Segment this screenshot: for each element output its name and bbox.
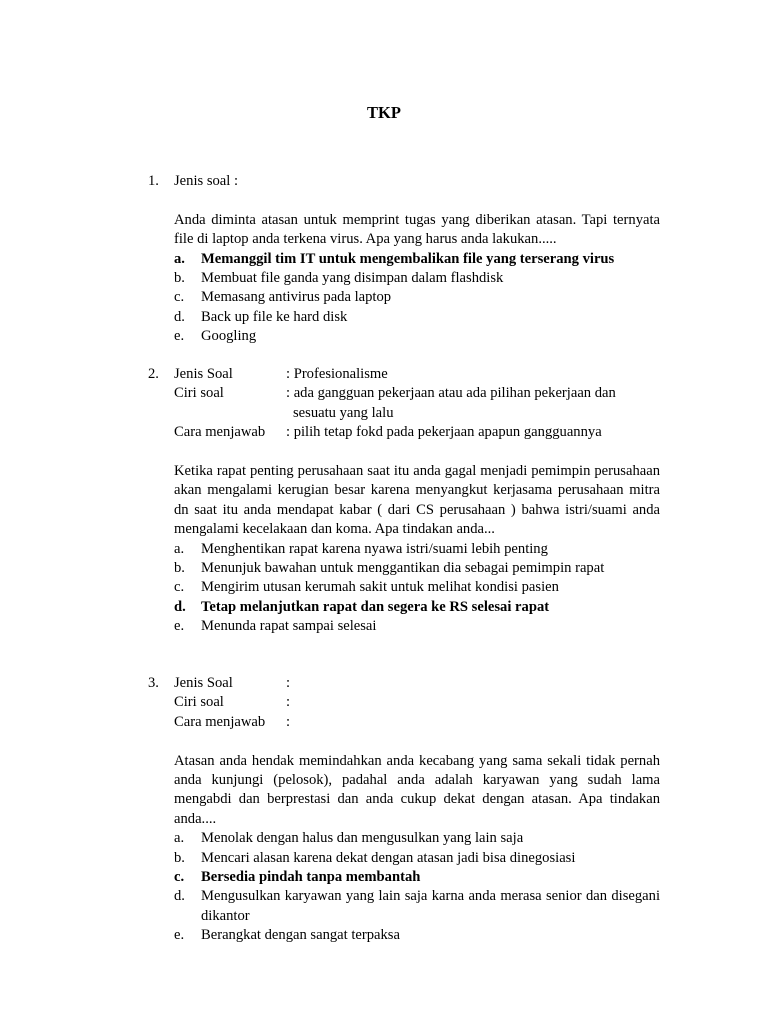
option-a: a. Menolak dengan halus dan mengusulkan yang lain saja — [174, 830, 524, 847]
option-e: e. Googling — [174, 328, 257, 345]
document-title: TKP — [367, 103, 401, 122]
option-e: e. Menunda rapat sampai selesai — [174, 618, 377, 635]
option-e: e. Berangkat dengan sangat terpaksa — [174, 927, 400, 944]
question-3 — [148, 674, 660, 946]
meta-ciri-soal: Ciri soal : — [174, 694, 291, 711]
question-2 — [148, 365, 660, 637]
question-number: 2. — [148, 366, 159, 382]
question-number: 3. — [148, 675, 159, 691]
meta-jenis-soal: Jenis Soal : — [174, 675, 291, 691]
option-a: a. Memanggil tim IT untuk mengembalikan file yang terserang virus — [174, 250, 615, 267]
question-paragraph: Ketika rapat penting perusahaan saat itu anda gagal menjadi pemimpin perusahaan akan mengalami kerugian besar karena menyangkut kerjasama perusahaan mitra dn saat itu anda mendapat kabar ( dari CS perusahaan ) bahwa istri/suami anda mengalami kecelakaan dan koma. Apa tindakan anda... — [174, 462, 660, 538]
option-d: d. Tetap melanjutkan rapat dan segera ke RS selesai rapat — [174, 598, 550, 615]
option-d: d. Back up file ke hard disk — [174, 308, 348, 325]
option-d: d. Mengusulkan karyawan yang lain saja karna anda merasa senior dan disegani dikantor — [174, 888, 660, 924]
question-header: Jenis soal : — [174, 173, 239, 189]
option-c: c. Mengirim utusan kerumah sakit untuk melihat kondisi pasien — [174, 579, 559, 596]
option-b: b. Membuat file ganda yang disimpan dalam flashdisk — [174, 270, 504, 287]
question-paragraph: Anda diminta atasan untuk memprint tugas yang diberikan atasan. Tapi ternyata file di laptop anda terkena virus. Apa yang harus anda lakukan..... — [174, 211, 660, 248]
meta-cara-menjawab: Cara menjawab : pilih tetap fokd pada pekerjaan apapun gangguannya — [174, 424, 602, 441]
question-number: 1. — [148, 173, 159, 189]
option-b: b. Mencari alasan karena dekat dengan atasan jadi bisa dinegosiasi — [174, 849, 576, 866]
option-c: c. Bersedia pindah tanpa membantah — [174, 869, 421, 885]
meta-cara-menjawab: Cara menjawab : — [174, 713, 291, 730]
option-b: b. Menunjuk bawahan untuk menggantikan dia sebagai pemimpin rapat — [174, 560, 605, 576]
meta-ciri-soal: Ciri soal : ada gangguan pekerjaan atau ada pilihan pekerjaan dan sesuatu yang lalu — [174, 385, 616, 421]
option-a: a. Menghentikan rapat karena nyawa istri/suami lebih penting — [174, 540, 548, 557]
meta-jenis-soal: Jenis Soal : Profesionalisme — [174, 366, 388, 382]
option-c: c. Memasang antivirus pada laptop — [174, 289, 392, 306]
question-1 — [148, 172, 660, 347]
question-paragraph: Atasan anda hendak memindahkan anda kecabang yang sama sekali tidak pernah anda kunjungi (pelosok), padahal anda adalah karyawan yang sudah lama mengabdi dan berprestasi dan anda cukup dekat dengan atasan. Apa tindakan anda.... — [174, 752, 660, 827]
